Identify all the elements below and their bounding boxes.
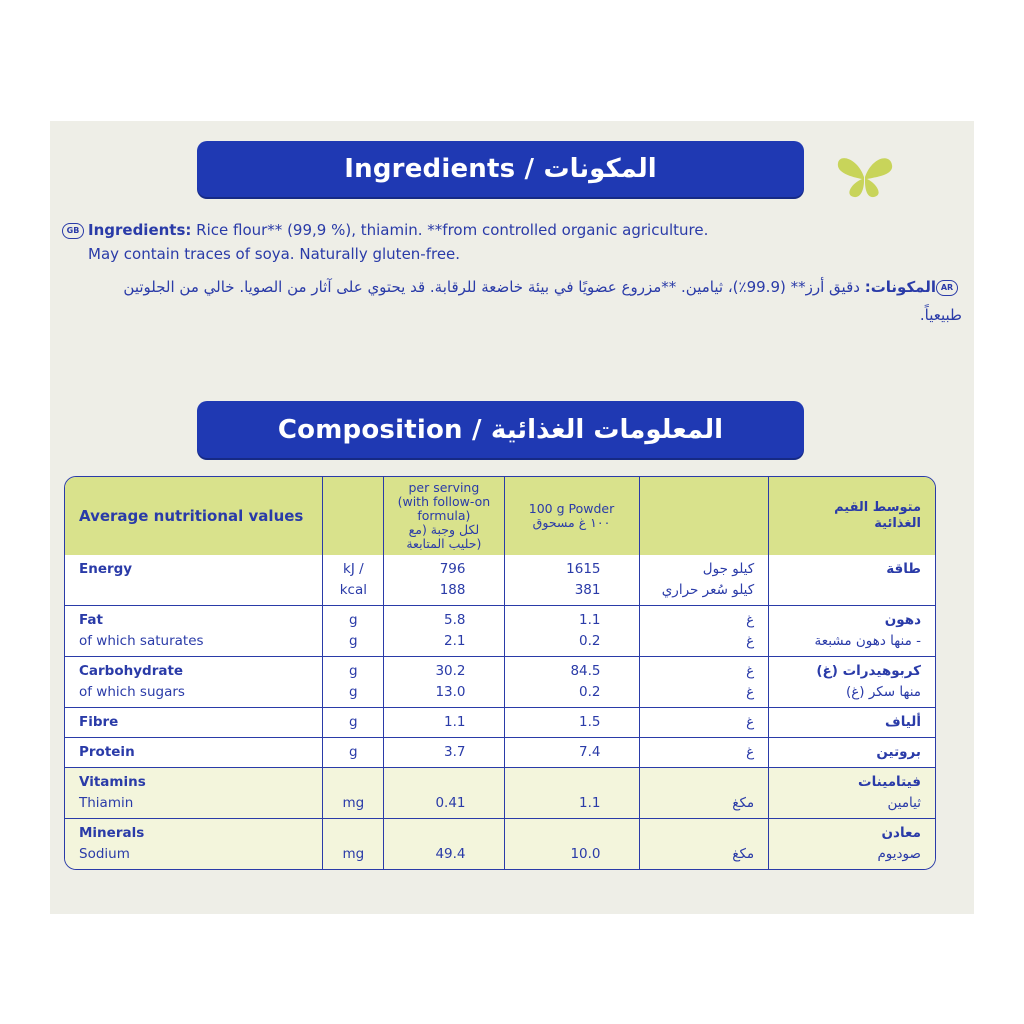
powder-value: 1.1 <box>579 612 601 628</box>
ar_name-value: ألياف <box>885 714 921 730</box>
powder-value: 381 <box>574 582 601 598</box>
ar_name-value: صوديوم <box>877 846 921 862</box>
gb-ingredients-label: Ingredients: <box>88 221 192 239</box>
unit-value: g <box>349 684 358 700</box>
name-value: Protein <box>79 744 135 760</box>
header-100g-powder: 100 g Powder ١٠٠ غ مسحوق <box>528 501 615 530</box>
ar_name-value: - منها دهون مشبعة <box>814 633 921 649</box>
unit-value: g <box>349 744 358 760</box>
ar_unit-value: غ <box>746 663 755 679</box>
name-value: Fibre <box>79 714 119 730</box>
packaging-panel <box>50 121 974 914</box>
gb-ingredients-line2: May contain traces of soya. Naturally gluten-free. <box>88 245 461 263</box>
ar_name-value: منها سكر (غ) <box>845 684 921 700</box>
serving-value: 1.1 <box>444 714 466 730</box>
table-row <box>65 708 935 738</box>
table-row <box>65 657 935 708</box>
powder-value: 1.1 <box>579 795 601 811</box>
unit-value: mg <box>342 846 365 862</box>
name-value: Energy <box>79 561 133 577</box>
table-row <box>65 738 935 768</box>
name-value: Fat <box>79 612 103 628</box>
unit-value: g <box>349 612 358 628</box>
nutrition-table <box>64 476 936 870</box>
serving-value: 30.2 <box>435 663 466 679</box>
gb-ingredients-line1 <box>62 218 708 242</box>
ar-ingredients-text: دقيق أرز** (99.9٪)، ثيامين. **مزروع عضويًا في بيئة خاضعة للرقابة. قد يحتوي على آثار من الصويا. خالي من الجلوتين طبيعياً. <box>123 278 962 324</box>
ar_name-value: دهون <box>884 612 921 628</box>
ar_unit-value: غ <box>746 612 755 628</box>
serving-value: 0.41 <box>435 795 466 811</box>
ar_name-value: بروتين <box>876 744 921 760</box>
powder-value: 0.2 <box>579 684 601 700</box>
powder-value <box>519 772 601 793</box>
unit-value: g <box>349 714 358 730</box>
unit-value: g <box>349 633 358 649</box>
serving-value: 188 <box>439 582 466 598</box>
name-value <box>79 580 308 601</box>
serving-value: 796 <box>439 561 466 577</box>
ar_unit-value: غ <box>746 684 755 700</box>
ingredients-banner: Ingredients / المكونات <box>197 141 804 197</box>
ar_unit-value: غ <box>746 744 755 760</box>
powder-value: 7.4 <box>579 744 601 760</box>
name-value: Sodium <box>79 846 130 862</box>
name-value: Thiamin <box>79 795 134 811</box>
ar_name-value: كربوهيدرات (غ) <box>816 663 921 679</box>
powder-value: 10.0 <box>570 846 601 862</box>
powder-value <box>519 823 601 844</box>
ar_unit-value: كيلو سُعر حراري <box>661 582 755 598</box>
header-ar-average-values: متوسط القيم الغذائية <box>834 500 921 531</box>
ar_unit-value <box>654 772 755 793</box>
gb-badge: GB <box>62 223 84 239</box>
serving-value: 13.0 <box>435 684 466 700</box>
unit-value <box>337 823 369 844</box>
unit-value: kcal <box>339 582 367 598</box>
table-row <box>65 819 935 869</box>
unit-value: mg <box>342 795 365 811</box>
ar_unit-value: غ <box>746 633 755 649</box>
ar_unit-value: مكغ <box>732 795 755 811</box>
name-value: of which sugars <box>79 684 185 700</box>
serving-value <box>398 823 465 844</box>
ar-badge: AR <box>936 280 958 296</box>
ar-ingredients <box>122 273 962 329</box>
table-header-row <box>65 477 935 555</box>
name-value: Carbohydrate <box>79 663 184 679</box>
powder-value: 1615 <box>566 561 601 577</box>
ar_name-value: ثيامين <box>887 795 921 811</box>
name-value: Minerals <box>79 825 145 841</box>
serving-value <box>398 772 465 793</box>
ar_unit-value <box>654 823 755 844</box>
table-row <box>65 768 935 819</box>
table-row <box>65 555 935 606</box>
powder-value: 0.2 <box>579 633 601 649</box>
serving-value: 5.8 <box>444 612 466 628</box>
table-row <box>65 606 935 657</box>
gb-ingredients-text: Rice flour** (99,9 %), thiamin. **from controlled organic agriculture. <box>191 221 709 239</box>
ar_name-value <box>783 580 921 601</box>
composition-banner: Composition / المعلومات الغذائية <box>197 401 804 458</box>
name-value: of which saturates <box>79 633 204 649</box>
header-per-serving: per serving (with follow-on formula) لكل وجبة (مع حليب المتابعة) <box>397 480 491 551</box>
ar_name-value: معادن <box>881 825 921 841</box>
ar-ingredients-label: المكونات: <box>864 278 936 296</box>
unit-value: g <box>349 663 358 679</box>
butterfly-icon <box>832 143 896 207</box>
ar_unit-value: كيلو جول <box>702 561 755 577</box>
powder-value: 1.5 <box>579 714 601 730</box>
unit-value: kJ / <box>343 561 364 577</box>
unit-value <box>337 772 369 793</box>
powder-value: 84.5 <box>570 663 601 679</box>
ar_unit-value: مكغ <box>732 846 755 862</box>
ar_unit-value: غ <box>746 714 755 730</box>
ar_name-value: فيتامينات <box>858 774 921 790</box>
serving-value: 49.4 <box>435 846 466 862</box>
serving-value: 2.1 <box>444 633 466 649</box>
header-average-values: Average nutritional values <box>79 507 304 525</box>
serving-value: 3.7 <box>444 744 466 760</box>
name-value: Vitamins <box>79 774 146 790</box>
ar_name-value: طاقة <box>886 561 921 577</box>
